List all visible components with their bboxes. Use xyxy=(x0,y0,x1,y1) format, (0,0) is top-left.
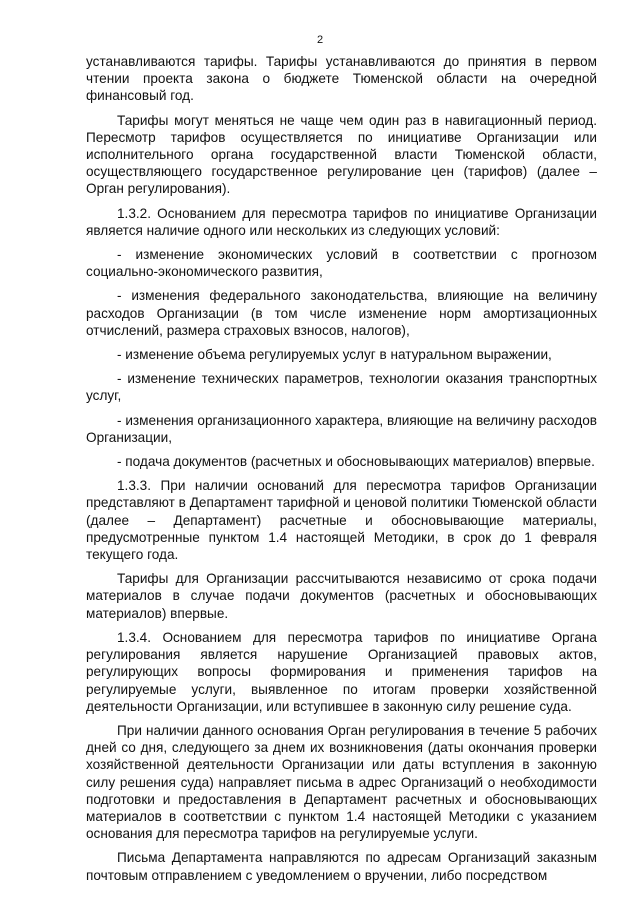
paragraph-letters-delivery: Письма Департамента направляются по адресам Организаций заказным почтовым отправлением с уведомлением о вручении, либо посредством xyxy=(86,850,597,883)
paragraph-1-3-3: 1.3.3. При наличии оснований для пересмотра тарифов Организации представляют в Департамент тарифной и ценовой политики Тюменской области (далее – Департамент) расчетные и обосновывающие материалы, предусмотренные пунктом 1.4 настоящей Методики, в срок до 1 февраля текущего года. xyxy=(86,478,597,563)
paragraph-calculation: Тарифы для Организации рассчитываются независимо от срока подачи материалов в случае подачи документов (расчетных и обосновывающих материалов) впервые. xyxy=(86,571,597,621)
document-body xyxy=(86,53,597,884)
paragraph-1-3-4: 1.3.4. Основанием для пересмотра тарифов по инициативе Органа регулирования является нарушение Организацией правовых актов, регулирующих вопросы формирования и применения тарифов на регулируемые услуги, выявленное по итогам проверки хозяйственной деятельности Организации, или вступившее в законную силу решение суда. xyxy=(86,629,597,714)
list-item-organizational: - изменения организационного характера, влияющие на величину расходов Организации, xyxy=(86,412,597,445)
list-item-technical: - изменение технических параметров, технологии оказания транспортных услуг, xyxy=(86,371,597,404)
list-item-volume: - изменение объема регулируемых услуг в натуральном выражении, xyxy=(117,347,552,363)
list-item-economic: - изменение экономических условий в соответствии с прогнозом социально-экономического развития, xyxy=(86,247,597,280)
paragraph-continuation: устанавливаются тарифы. Тарифы устанавливаются до принятия в первом чтении проекта закона о бюджете Тюменской области на очередной финансовый год. xyxy=(86,54,597,104)
list-item-legislation: - изменения федерального законодательства, влияющие на величину расходов Организации (в том числе изменение норм амортизационных отчислений, размера страховых взносов, налогов), xyxy=(86,288,597,338)
paragraph-regulator-letters: При наличии данного основания Орган регулирования в течение 5 рабочих дней со дня, следующего за днем их возникновения (даты окончания проверки хозяйственной деятельности Организации или даты вступления в законную силу решения суда) направляет письма в адрес Организаций о необходимости подготовки и предоставления в Департамент расчетных и обосновывающих материалов в соответствии с пунктом 1.4 настоящей Методики с указанием основания для пересмотра тарифов на регулируемые услуги. xyxy=(86,722,597,842)
list-item-first-submission: - подача документов (расчетных и обосновывающих материалов) впервые. xyxy=(117,454,595,470)
paragraph-tariff-change: Тарифы могут меняться не чаще чем один раз в навигационный период. Пересмотр тарифов осуществляется по инициативе Организации или исполнительного органа государственной власти Тюменской области, осуществляющего государственное регулирование цен (тарифов) (далее – Орган регулирования). xyxy=(86,112,597,197)
paragraph-1-3-2: 1.3.2. Основанием для пересмотра тарифов по инициативе Организации является наличие одного или нескольких из следующих условий: xyxy=(86,205,597,238)
page-number: 2 xyxy=(316,34,324,46)
